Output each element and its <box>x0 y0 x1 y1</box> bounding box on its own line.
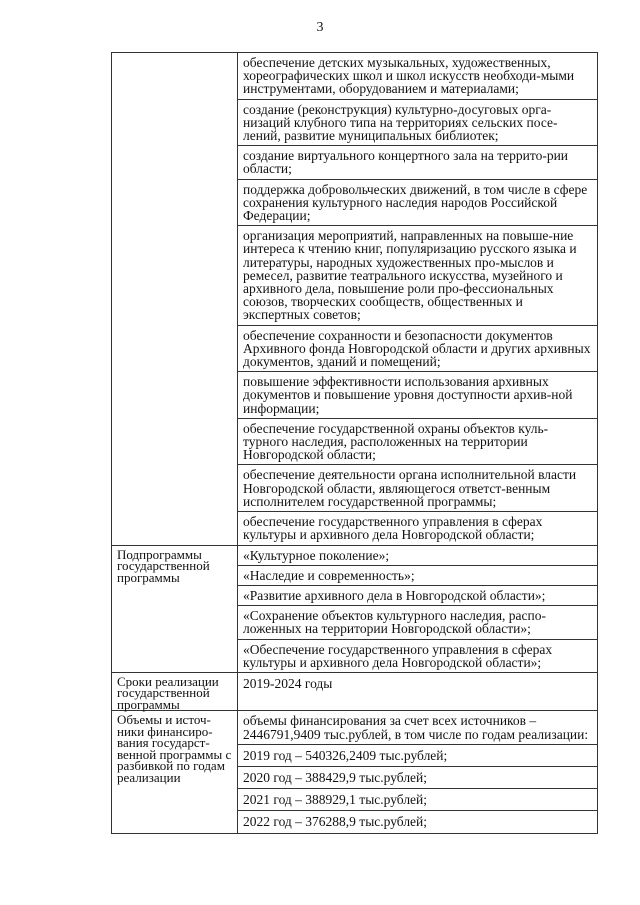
task-item: повышение эффективности использования архивных документов и повышение уровня доступности архив-ной информации; <box>238 372 597 419</box>
financing-year-item: 2019 год – 540326,2409 тыс.рублей; <box>238 745 597 767</box>
page-number: 3 <box>316 20 324 35</box>
subprograms-label: Подпрограммы государственной программы <box>117 546 210 585</box>
terms-value: 2019-2024 годы <box>243 675 333 691</box>
task-item: обеспечение государственного управления в сферах культуры и архивного дела Новгородской области; <box>243 514 543 543</box>
subprogram-item: «Развитие архивного дела в Новгородской области»; <box>238 586 597 606</box>
financing-year-item: 2022 год – 376288,9 тыс.рублей; <box>243 814 428 830</box>
terms-content-cell <box>238 672 598 711</box>
task-item: создание виртуального концертного зала на террито-рии области; <box>238 146 597 179</box>
financing-content-cell <box>238 711 598 833</box>
financing-label: Объемы и источ-ники финансиро-вания государст-венной программы с разбивкой по годам реализации <box>117 712 232 785</box>
subprogram-item: «Обеспечение государственного управления в сферах культуры и архивного дела Новгородской области»; <box>243 641 553 670</box>
subprogram-item: «Наследие и современность»; <box>238 566 597 586</box>
terms-label-cell <box>112 672 238 711</box>
task-item: обеспечение деятельности органа исполнительной власти Новгородской области, являющегося ответст-венным исполнителем государственной программы; <box>238 465 597 512</box>
task-item: обеспечение государственной охраны объектов куль-турного наследия, расположенных на территории Новгородской области; <box>238 419 597 466</box>
task-item: обеспечение детских музыкальных, художественных, хореографических школ и школ искусств необходи-мыми инструментами, оборудованием и материалами; <box>238 53 597 100</box>
subprogram-item: «Сохранение объектов культурного наследия, распо-ложенных на территории Новгородской области»; <box>238 606 597 639</box>
financing-row <box>112 711 598 833</box>
program-passport-table <box>111 52 598 834</box>
subprograms-content-cell <box>238 545 598 672</box>
financing-year-item: 2021 год – 388929,1 тыс.рублей; <box>238 789 597 811</box>
financing-year-item: 2020 год – 388429,9 тыс.рублей; <box>238 767 597 789</box>
tasks-content-cell <box>238 53 598 546</box>
terms-row <box>112 672 598 711</box>
financing-label-cell <box>112 711 238 833</box>
tasks-label-cell <box>112 53 238 546</box>
task-item: создание (реконструкция) культурно-досуговых орга-низаций клубного типа на территориях сельских посе-лений, развитие муниципальных библиотек; <box>238 100 597 147</box>
subprogram-item: «Культурное поколение»; <box>238 546 597 566</box>
subprograms-label-cell <box>112 545 238 672</box>
financing-intro: объемы финансирования за счет всех источников – 2446791,9409 тыс.рублей, в том числе по годам реализации: <box>238 711 597 744</box>
task-item: организация мероприятий, направленных на повыше-ние интереса к чтению книг, популяризацию русского языка и литературы, народных художественных про-мыслов и ремесел, развитие театрального искусства, музейного и архивного дела, повышение роли про-фессиональных союзов, творческих сообществ, общественных и экспертных советов; <box>238 226 597 325</box>
task-item: обеспечение сохранности и безопасности документов Архивного фонда Новгородской области и других архивных документов, зданий и помещений; <box>238 326 597 373</box>
terms-label: Сроки реализации государственной программы <box>117 673 219 712</box>
tasks-row <box>112 53 598 546</box>
task-item: поддержка добровольческих движений, в том числе в сфере сохранения культурного наследия народов Российской Федерации; <box>238 180 597 227</box>
subprograms-row <box>112 545 598 672</box>
